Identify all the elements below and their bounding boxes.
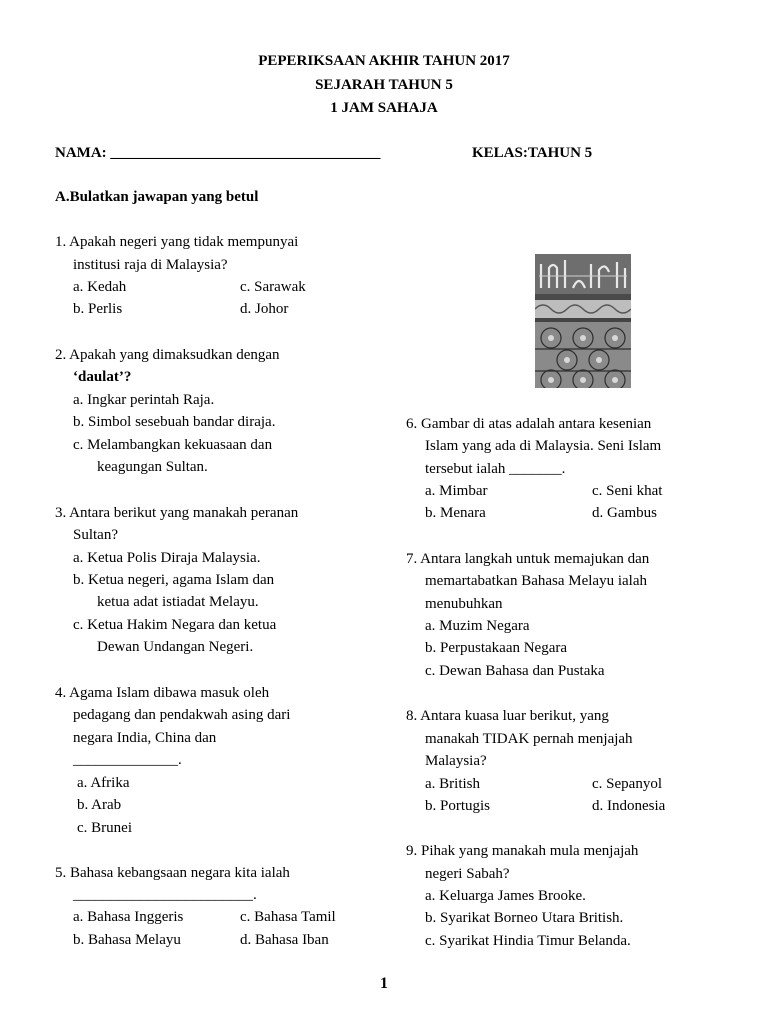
option-a: a. Mimbar bbox=[425, 483, 488, 499]
option-b: b. Bahasa Melayu bbox=[73, 932, 181, 948]
option-d: d. Gambus bbox=[592, 505, 657, 521]
option-c: c. Ketua Hakim Negara dan ketua bbox=[73, 617, 277, 633]
option-a: a. Ingkar perintah Raja. bbox=[73, 392, 215, 408]
question-text: 1. Apakah negeri yang tidak mempunyai bbox=[55, 234, 299, 250]
question-text: manakah TIDAK pernah menjajah bbox=[425, 731, 633, 747]
option-a: a. Ketua Polis Diraja Malaysia. bbox=[73, 550, 261, 566]
question-text: ‘daulat’? bbox=[73, 369, 132, 385]
question-text: 7. Antara langkah untuk memajukan dan bbox=[406, 551, 650, 567]
option-c-continued: Dewan Undangan Negeri. bbox=[97, 639, 254, 655]
option-c: c. Bahasa Tamil bbox=[240, 909, 336, 925]
exam-subject: SEJARAH TAHUN 5 bbox=[315, 77, 453, 93]
option-c: c. Brunei bbox=[77, 820, 132, 836]
question-text: negeri Sabah? bbox=[425, 866, 510, 882]
question-text: 2. Apakah yang dimaksudkan dengan bbox=[55, 347, 280, 363]
question-text: Malaysia? bbox=[425, 753, 487, 769]
option-d: d. Bahasa Iban bbox=[240, 932, 329, 948]
section-title: A.Bulatkan jawapan yang betul bbox=[55, 189, 259, 205]
option-a: a. British bbox=[425, 776, 480, 792]
question-text: Islam yang ada di Malaysia. Seni Islam bbox=[425, 438, 662, 454]
option-a: a. Keluarga James Brooke. bbox=[425, 888, 586, 904]
question-text: Sultan? bbox=[73, 527, 118, 543]
option-b: b. Syarikat Borneo Utara British. bbox=[425, 910, 624, 926]
option-b: b. Arab bbox=[77, 797, 122, 813]
question-text: 5. Bahasa kebangsaan negara kita ialah bbox=[55, 865, 290, 881]
option-c: c. Melambangkan kekuasaan dan bbox=[73, 437, 273, 453]
answer-blank: ______________. bbox=[73, 752, 182, 768]
option-b: b. Menara bbox=[425, 505, 486, 521]
answer-blank: ________________________. bbox=[73, 887, 257, 903]
option-d: d. Indonesia bbox=[592, 798, 666, 814]
islamic-calligraphy-image bbox=[535, 254, 631, 388]
option-d: d. Johor bbox=[240, 301, 289, 317]
option-b: b. Perlis bbox=[73, 301, 123, 317]
exam-title: PEPERIKSAAN AKHIR TAHUN 2017 bbox=[258, 53, 510, 69]
option-c: c. Dewan Bahasa dan Pustaka bbox=[425, 663, 605, 679]
option-b: b. Ketua negeri, agama Islam dan bbox=[73, 572, 275, 588]
option-c: c. Seni khat bbox=[592, 483, 663, 499]
option-b: b. Simbol sesebuah bandar diraja. bbox=[73, 414, 276, 430]
option-b: b. Portugis bbox=[425, 798, 491, 814]
option-a: a. Afrika bbox=[77, 775, 130, 791]
option-c: c. Sepanyol bbox=[592, 776, 662, 792]
option-c: c. Sarawak bbox=[240, 279, 306, 295]
option-b: b. Perpustakaan Negara bbox=[425, 640, 568, 656]
exam-duration: 1 JAM SAHAJA bbox=[330, 100, 438, 116]
question-text: 6. Gambar di atas adalah antara kesenian bbox=[406, 416, 652, 432]
question-text: 8. Antara kuasa luar berikut, yang bbox=[406, 708, 609, 724]
option-a: a. Kedah bbox=[73, 279, 127, 295]
class-label: KELAS:TAHUN 5 bbox=[472, 145, 593, 161]
question-text: institusi raja di Malaysia? bbox=[73, 257, 228, 273]
option-a: a. Bahasa Inggeris bbox=[73, 909, 184, 925]
question-text: menubuhkan bbox=[425, 596, 503, 612]
option-c-continued: keagungan Sultan. bbox=[97, 459, 208, 475]
question-text: 3. Antara berikut yang manakah peranan bbox=[55, 505, 299, 521]
question-text: tersebut ialah _______. bbox=[425, 461, 566, 477]
option-c: c. Syarikat Hindia Timur Belanda. bbox=[425, 933, 631, 949]
option-a: a. Muzim Negara bbox=[425, 618, 530, 634]
page-number: 1 bbox=[380, 975, 388, 992]
name-field-label: NAMA: ____________________________________ bbox=[55, 145, 381, 161]
question-text: 9. Pihak yang manakah mula menjajah bbox=[406, 843, 639, 859]
question-text: pedagang dan pendakwah asing dari bbox=[73, 707, 291, 723]
question-text: negara India, China dan bbox=[73, 730, 217, 746]
question-text: 4. Agama Islam dibawa masuk oleh bbox=[55, 685, 270, 701]
option-b-continued: ketua adat istiadat Melayu. bbox=[97, 594, 259, 610]
question-text: memartabatkan Bahasa Melayu ialah bbox=[425, 573, 647, 589]
